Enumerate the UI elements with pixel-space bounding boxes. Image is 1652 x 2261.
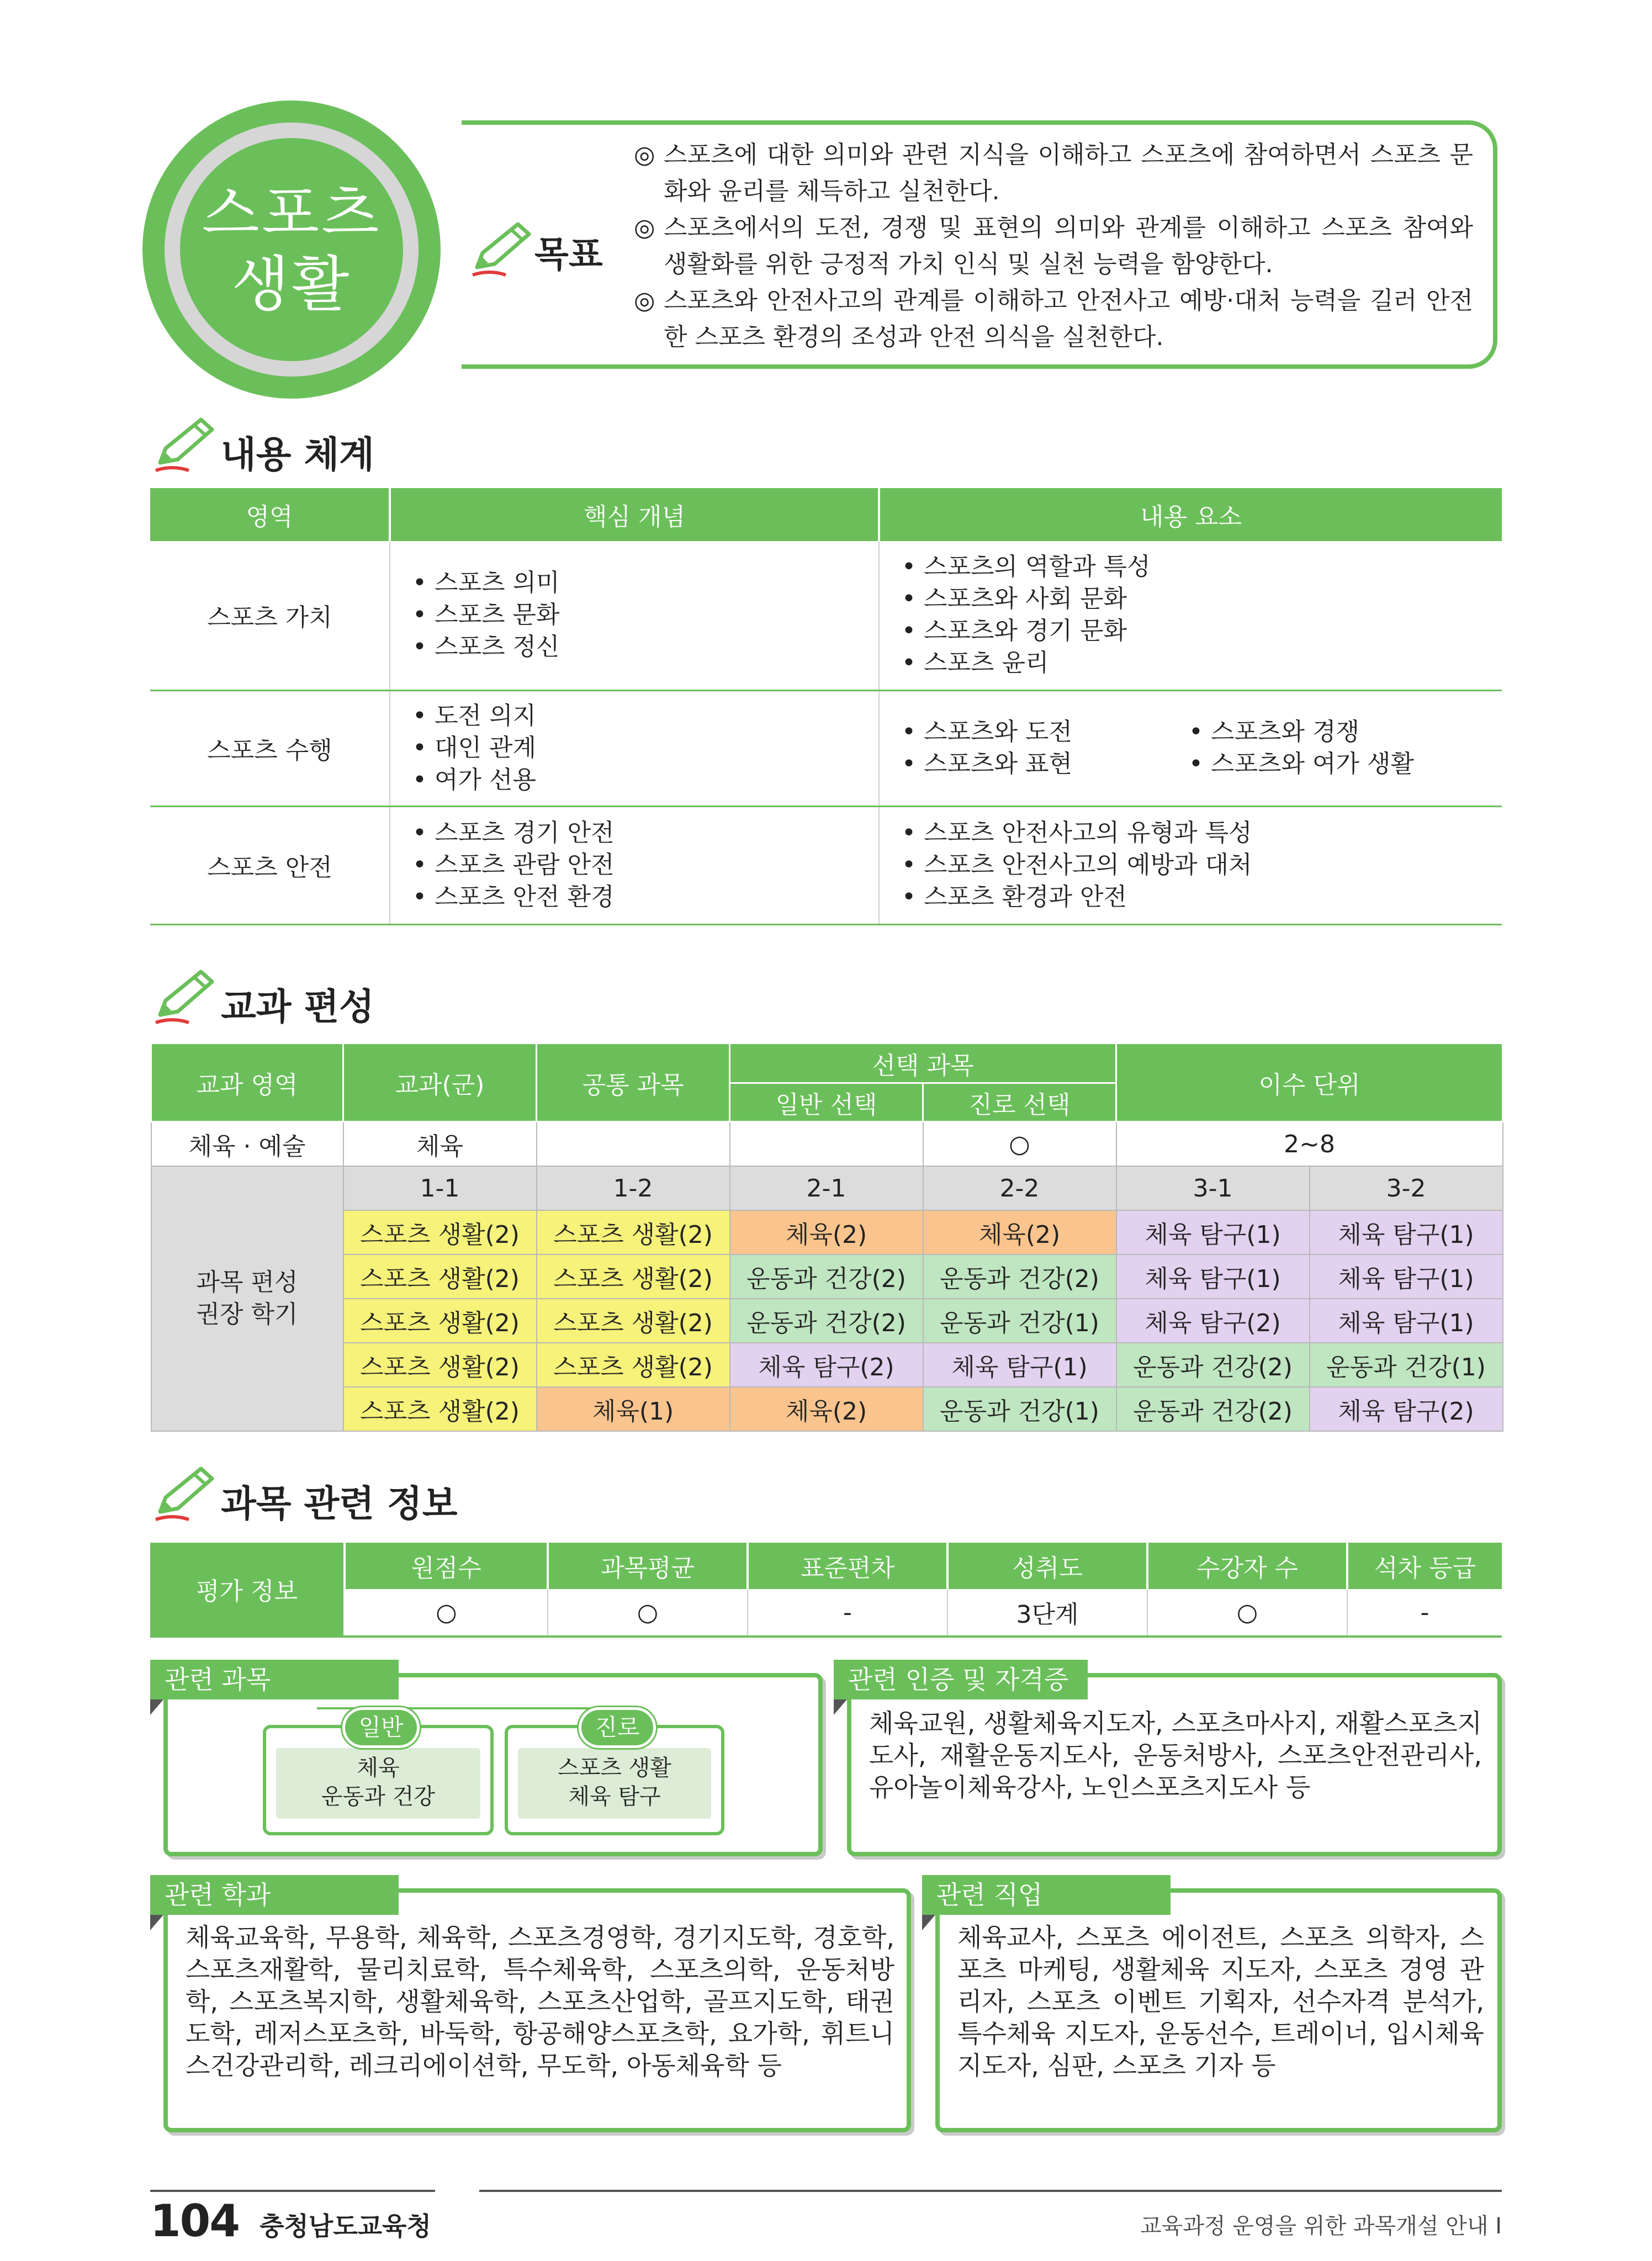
element-item: • 스포츠 환경과 안전 <box>902 881 1502 913</box>
eval-value: - <box>748 1589 947 1637</box>
subject-title-line1: 스포츠 <box>202 179 382 248</box>
footer-rule-right <box>479 2190 1502 2192</box>
career-subject-list: 스포츠 생활 체육 탐구 <box>518 1748 711 1819</box>
table-row <box>151 1122 1503 1167</box>
column-header: 공통 과목 <box>537 1044 730 1122</box>
concept-item: • 여가 선용 <box>412 764 878 796</box>
concept-item: • 도전 의지 <box>412 700 878 732</box>
course-cell: 스포츠 생활(2) <box>343 1343 537 1387</box>
goal-label: 목표 <box>534 235 603 276</box>
semester-header: 3-1 <box>1116 1166 1310 1210</box>
table-cell: ○ <box>923 1122 1116 1167</box>
course-cell: 운동과 건강(2) <box>923 1254 1116 1299</box>
concept-item: • 스포츠 안전 환경 <box>412 881 878 913</box>
course-cell: 운동과 건강(1) <box>923 1299 1116 1343</box>
semester-header: 2-2 <box>923 1166 1116 1210</box>
eval-value: ○ <box>345 1589 548 1637</box>
table-header-row <box>150 1543 1502 1589</box>
course-cell: 체육 탐구(1) <box>1310 1254 1503 1299</box>
goal-bullet: ◎ <box>634 287 655 315</box>
course-cell: 스포츠 생활(2) <box>343 1210 537 1254</box>
concept-item: • 스포츠 관람 안전 <box>412 849 878 881</box>
column-header: 석차 등급 <box>1347 1543 1502 1589</box>
general-badge: 일반 <box>342 1707 420 1748</box>
goal-text: 스포츠에서의 도전, 경쟁 및 표현의 의미와 관계를 이해하고 스포츠 참여와 생활화를 위한 긍정적 가치 인식 및 실천 능력을 함양한다. <box>664 214 1473 278</box>
table-row <box>151 1343 1503 1387</box>
area-cell: 스포츠 수행 <box>150 690 390 806</box>
table-row <box>150 1589 1502 1637</box>
section-title-subject-info: 과목 관련 정보 <box>221 1482 458 1525</box>
column-header: 표준편차 <box>748 1543 947 1589</box>
table-row <box>150 806 1502 924</box>
eval-value: - <box>1347 1589 1502 1637</box>
goal-bullet: ◎ <box>634 141 655 169</box>
table-row <box>151 1166 1503 1210</box>
footer-organization: 충청남도교육청 <box>260 2211 432 2241</box>
column-header: 핵심 개념 <box>390 488 879 541</box>
table-cell <box>537 1122 730 1167</box>
pencil-icon <box>467 220 539 280</box>
semester-header: 2-1 <box>730 1166 923 1210</box>
semester-header: 1-2 <box>537 1166 730 1210</box>
course-cell: 체육(2) <box>730 1210 923 1254</box>
table-cell: 2~8 <box>1116 1122 1503 1167</box>
content-system-table <box>150 488 1502 925</box>
table-header-row <box>150 488 1502 541</box>
goal-bullet: ◎ <box>634 214 655 242</box>
eval-value: ○ <box>548 1589 748 1637</box>
element-item: • 스포츠와 표현 <box>902 748 1189 780</box>
element-item: • 스포츠와 경쟁 <box>1189 716 1476 748</box>
semester-header: 1-1 <box>343 1166 537 1210</box>
element-cell <box>879 690 1502 806</box>
column-header: 일반 선택 <box>730 1083 923 1122</box>
course-cell: 운동과 건강(1) <box>1310 1343 1503 1387</box>
curriculum-table <box>150 1042 1503 1432</box>
column-header: 이수 단위 <box>1116 1044 1503 1122</box>
subject-title-line2: 생활 <box>231 250 352 319</box>
goal-text: 스포츠에 대한 의미와 관련 지식을 이해하고 스포츠에 참여하면서 스포츠 문화와 윤리를 체득하고 실천한다. <box>664 141 1473 205</box>
concept-cell <box>390 690 879 806</box>
course-cell: 스포츠 생활(2) <box>537 1343 730 1387</box>
table-row <box>151 1254 1503 1299</box>
footer-document-title: 교육과정 운영을 위한 과목개설 안내 I <box>1140 2214 1502 2239</box>
course-cell: 체육(2) <box>730 1387 923 1431</box>
course-cell: 체육(1) <box>537 1387 730 1431</box>
concept-item: • 스포츠 정신 <box>412 631 878 663</box>
course-cell: 운동과 건강(2) <box>730 1299 923 1343</box>
subject-title <box>188 146 395 353</box>
goal-text: 스포츠와 안전사고의 관계를 이해하고 안전사고 예방·대처 능력을 길러 안전한 스포츠 환경의 조성과 안전 의식을 실천한다. <box>664 287 1473 351</box>
element-item: • 스포츠와 도전 <box>902 716 1189 748</box>
course-cell: 체육 탐구(1) <box>1116 1254 1310 1299</box>
footer-rule-left <box>150 2190 435 2192</box>
concept-item: • 스포츠 경기 안전 <box>412 817 878 849</box>
table-cell: 체육 <box>343 1122 537 1167</box>
element-item: • 스포츠 안전사고의 예방과 대처 <box>902 849 1502 881</box>
concept-cell <box>390 806 879 924</box>
column-header: 과목평균 <box>548 1543 748 1589</box>
semester-header: 3-2 <box>1310 1166 1503 1210</box>
tab-fold <box>150 1915 163 1930</box>
table-row <box>151 1210 1503 1254</box>
recommend-label: 과목 편성 권장 학기 <box>151 1166 343 1431</box>
table-cell: 체육 · 예술 <box>151 1122 343 1167</box>
table-row <box>150 690 1502 806</box>
related-depts-text: 체육교육학, 무용학, 체육학, 스포츠경영학, 경기지도학, 경호학, 스포츠재활학, 물리치료학, 특수체육학, 스포츠의학, 운동처방학, 스포츠복지학, 생활체육학, 스포츠산업학, 골프지도학, 태권도학, 레저스포츠학, 바둑학, 항공해양스포츠학, 요가학, 휘트니스건강관리학, 레크리에이션학, 무도학, 아동체육학 등 <box>186 1923 894 2080</box>
course-cell: 체육 탐구(2) <box>1116 1299 1310 1343</box>
element-item: • 스포츠의 역할과 특성 <box>902 551 1502 583</box>
element-cell <box>879 541 1502 690</box>
column-header: 교과 영역 <box>151 1044 343 1122</box>
goal-item <box>634 210 1473 283</box>
course-cell: 스포츠 생활(2) <box>537 1299 730 1343</box>
course-cell: 운동과 건강(1) <box>923 1387 1116 1431</box>
column-header: 내용 요소 <box>1140 503 1242 531</box>
section-title-curriculum: 교과 편성 <box>221 986 375 1028</box>
goal-item <box>634 137 1473 210</box>
course-cell: 체육 탐구(2) <box>1310 1387 1503 1431</box>
course-cell: 체육(2) <box>923 1210 1116 1254</box>
tab-fold <box>150 1699 163 1715</box>
course-cell: 체육 탐구(1) <box>1116 1210 1310 1254</box>
area-cell: 스포츠 안전 <box>150 806 390 924</box>
related-depts-tab: 관련 학과 <box>150 1875 399 1915</box>
column-header: 선택 과목 <box>730 1044 1116 1083</box>
tab-fold <box>922 1915 935 1930</box>
column-header: 영역 <box>150 488 390 541</box>
goal-list <box>634 137 1473 356</box>
course-cell: 스포츠 생활(2) <box>343 1299 537 1343</box>
element-item: • 스포츠와 사회 문화 <box>902 583 1502 615</box>
column-header: 원점수 <box>345 1543 548 1589</box>
area-cell: 스포츠 가치 <box>150 541 390 690</box>
course-cell: 체육 탐구(1) <box>923 1343 1116 1387</box>
eval-value: 3단계 <box>947 1589 1147 1637</box>
course-cell: 스포츠 생활(2) <box>537 1210 730 1254</box>
related-subjects-tab: 관련 과목 <box>150 1660 399 1699</box>
general-subject-list: 체육 운동과 건강 <box>276 1748 480 1819</box>
related-jobs-text: 체육교사, 스포츠 에이전트, 스포츠 의학자, 스포츠 마케팅, 생활체육 지도자, 스포츠 경영 관리자, 스포츠 이벤트 기획자, 선수자격 분석가, 특수체육 지도자, 운동선수, 트레이너, 입시체육지도자, 심판, 스포츠 기자 등 <box>957 1923 1484 2080</box>
concept-item: • 대인 관계 <box>412 732 878 764</box>
concept-item: • 스포츠 문화 <box>412 599 878 631</box>
element-item: • 스포츠와 경기 문화 <box>902 615 1502 647</box>
concept-item: • 스포츠 의미 <box>412 567 878 599</box>
table-row <box>150 541 1502 690</box>
table-row <box>151 1299 1503 1343</box>
element-item: • 스포츠와 여가 생활 <box>1189 748 1476 780</box>
eval-value: ○ <box>1147 1589 1347 1637</box>
element-item: • 스포츠 안전사고의 유형과 특성 <box>902 817 1502 849</box>
course-cell: 스포츠 생활(2) <box>537 1254 730 1299</box>
table-header-row <box>151 1044 1503 1083</box>
column-header: 교과(군) <box>343 1044 537 1122</box>
evaluation-table <box>150 1543 1502 1638</box>
column-header: 진로 선택 <box>923 1083 1116 1122</box>
career-badge: 진로 <box>579 1707 656 1748</box>
goal-item <box>634 283 1473 356</box>
eval-label: 평가 정보 <box>150 1543 345 1637</box>
table-cell <box>730 1122 923 1167</box>
element-item: • 스포츠 윤리 <box>902 647 1502 679</box>
course-cell: 체육 탐구(2) <box>730 1343 923 1387</box>
course-cell: 운동과 건강(2) <box>1116 1387 1310 1431</box>
related-certs-tab: 관련 인증 및 자격증 <box>834 1660 1088 1699</box>
course-cell: 스포츠 생활(2) <box>343 1254 537 1299</box>
pencil-icon <box>150 967 222 1028</box>
course-cell: 스포츠 생활(2) <box>343 1387 537 1431</box>
section-title-content-system: 내용 체계 <box>221 433 375 476</box>
concept-cell <box>390 541 879 690</box>
course-cell: 운동과 건강(2) <box>730 1254 923 1299</box>
course-cell: 체육 탐구(1) <box>1310 1299 1503 1343</box>
page-number: 104 <box>150 2195 239 2247</box>
pencil-icon <box>150 415 222 476</box>
related-certs-text: 체육교원, 생활체육지도자, 스포츠마사지, 재활스포츠지도사, 재활운동지도사, 운동처방사, 스포츠안전관리사, 유아놀이체육강사, 노인스포츠지도사 등 <box>869 1708 1482 1802</box>
course-cell: 운동과 건강(2) <box>1116 1343 1310 1387</box>
tab-fold <box>834 1699 847 1715</box>
course-cell: 체육 탐구(1) <box>1310 1210 1503 1254</box>
column-header: 수강자 수 <box>1147 1543 1347 1589</box>
element-cell <box>879 806 1502 924</box>
pencil-icon <box>150 1464 222 1525</box>
related-jobs-tab: 관련 직업 <box>922 1875 1171 1915</box>
column-header: 성취도 <box>947 1543 1147 1589</box>
table-row <box>151 1387 1503 1431</box>
